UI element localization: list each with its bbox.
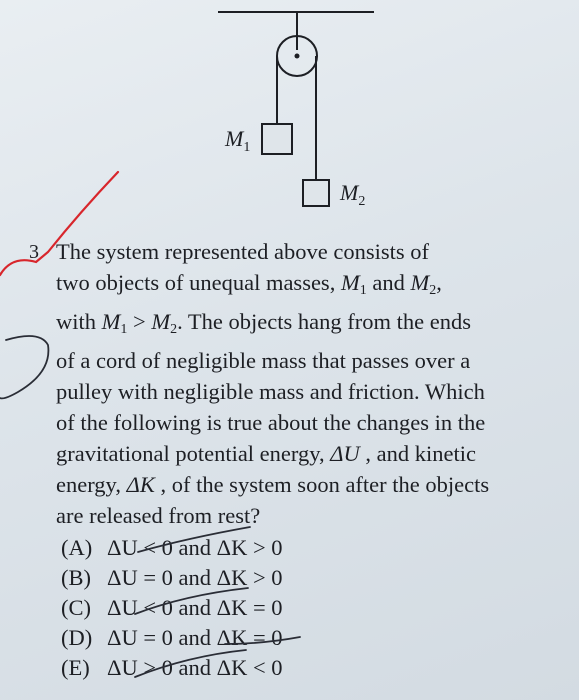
question-line: energy, ΔK , of the system soon after the objects [56, 472, 490, 497]
choice-letter: (B) [61, 565, 91, 590]
pencil-curl-mark [0, 336, 48, 398]
question-line: of a cord of negligible mass that passes over a [56, 348, 471, 373]
choice-letter: (D) [61, 625, 93, 650]
choice-letter: (E) [61, 655, 90, 680]
answer-choices [61, 533, 283, 683]
choice-text: ΔU < 0 and ΔK = 0 [107, 595, 283, 620]
choice-c[interactable] [61, 593, 283, 623]
choice-text: ΔU < 0 and ΔK > 0 [107, 535, 283, 560]
mass-block-2 [303, 180, 329, 206]
question-line: two objects of unequal masses, $M_1$ and $M_2$, [56, 270, 442, 298]
choice-letter: (A) [61, 535, 93, 560]
choice-e[interactable] [61, 653, 283, 683]
choice-text: ΔU = 0 and ΔK > 0 [107, 565, 283, 590]
mass-block-1 [262, 124, 292, 154]
choice-letter: (C) [61, 595, 91, 620]
choice-d[interactable] [61, 623, 283, 653]
question-number: 3 [29, 241, 39, 263]
question-line: gravitational potential energy, ΔU , and kinetic [56, 441, 476, 466]
pulley-diagram [0, 0, 579, 230]
question-line: The system represented above consists of [56, 239, 430, 264]
mass-label-1: $M_1$ [225, 126, 251, 155]
question-text [56, 236, 561, 531]
mass-label-2: $M_2$ [340, 180, 366, 209]
choice-text: ΔU > 0 and ΔK < 0 [107, 655, 283, 680]
question-line: with $M_1 > M_2$. The objects hang from the ends [56, 309, 471, 337]
question-line: are released from rest? [56, 503, 261, 528]
choice-a[interactable] [61, 533, 283, 563]
question-line: of the following is true about the changes in the [56, 410, 486, 435]
question-line: pulley with negligible mass and friction. Which [56, 379, 485, 404]
choice-b[interactable] [61, 563, 283, 593]
pulley-axle [295, 54, 300, 59]
choice-text: ΔU = 0 and ΔK = 0 [107, 625, 283, 650]
